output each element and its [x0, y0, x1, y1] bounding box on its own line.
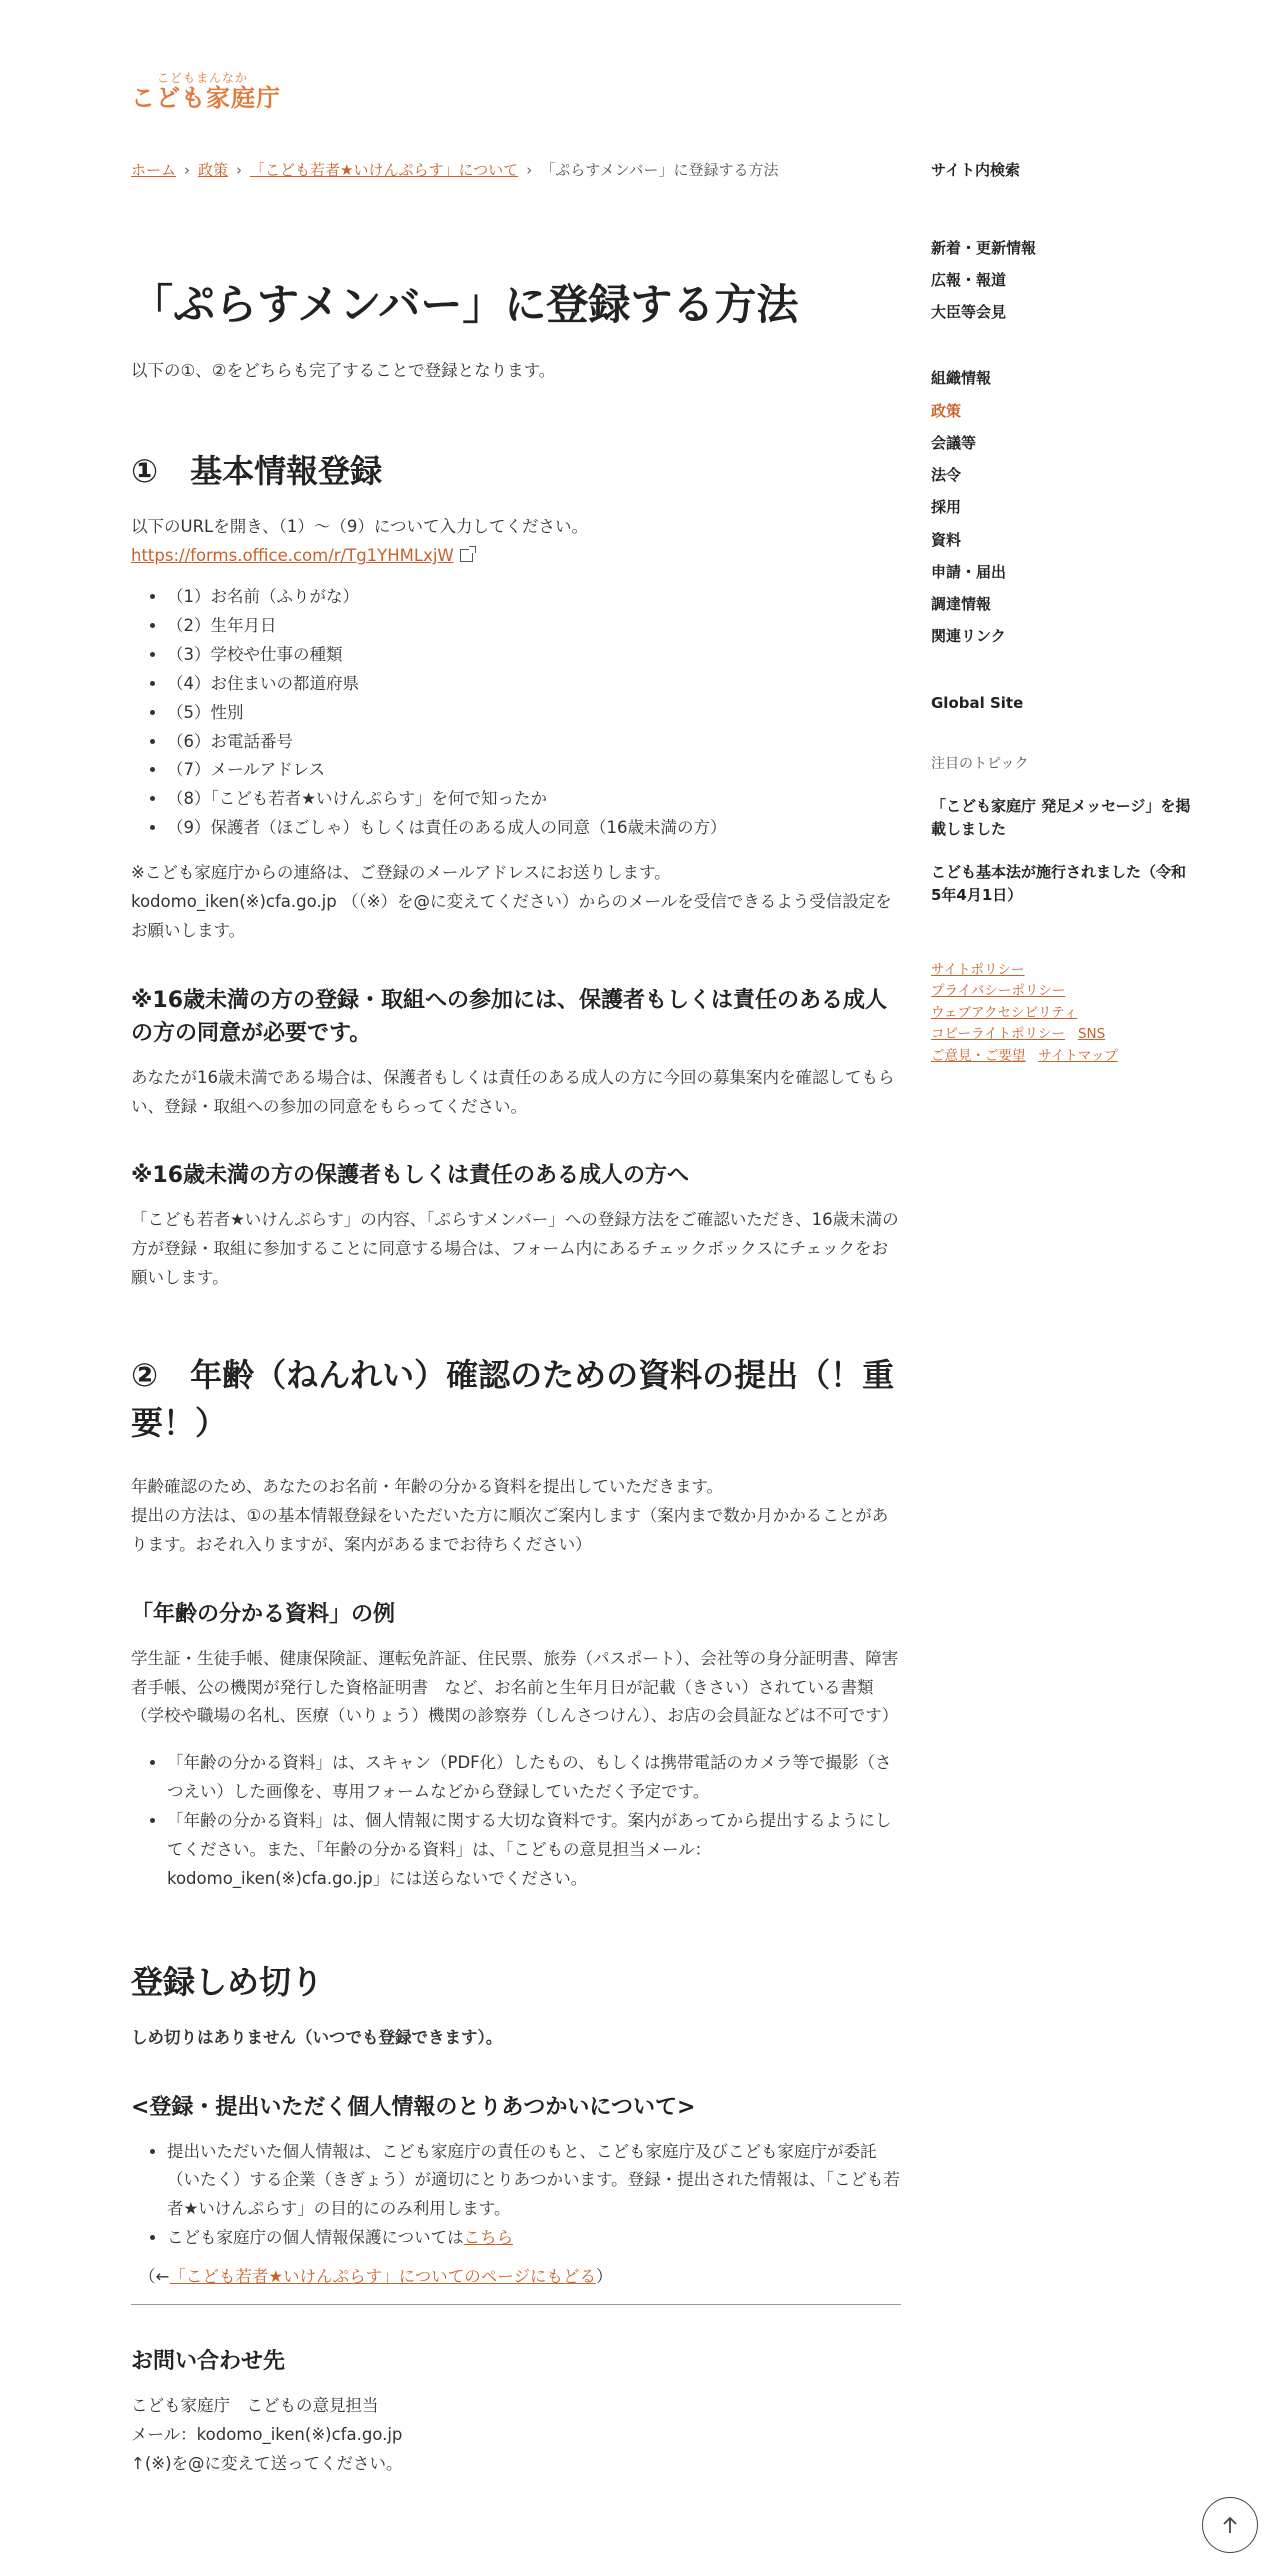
privacy-heading: <登録・提出いただく個人情報のとりあつかいについて>	[131, 2094, 696, 2120]
breadcrumb-policy-link[interactable]: 政策	[198, 161, 229, 179]
sidebar-item-procurement[interactable]: 調達情報	[931, 595, 992, 613]
breadcrumb-current: 「ぷらすメンバー」に登録する方法	[540, 161, 779, 179]
registration-fields-list	[131, 583, 901, 843]
sidebar-item-press[interactable]: 広報・報道	[931, 270, 1007, 289]
back-link-suffix: ）	[595, 2267, 613, 2287]
sidebar-item-laws[interactable]: 法令	[931, 466, 962, 484]
age-documents-excluded: （学校や職場の名札、医療（いりょう）機関の診察券（しんさつけん）、お店の会員証などは不可です）	[131, 1706, 899, 1726]
contact-line3: ↑(※)を@に変えて送ってください。	[131, 2453, 403, 2473]
sidebar-group-main	[931, 362, 1191, 652]
sidebar-group-global	[931, 687, 1191, 719]
contact-heading: お問い合わせ先	[131, 2348, 286, 2374]
age-documents-heading: 「年齢の分かる資料」の例	[131, 1601, 396, 1627]
breadcrumb	[131, 158, 901, 188]
list-item: • （1）お名前（ふりがな）	[167, 583, 901, 612]
page-title: 「ぷらすメンバー」に登録する方法	[131, 280, 799, 329]
list-item: • （5）性別	[167, 699, 901, 728]
page-intro: 以下の①、②をどちらも完了することで登録となります。	[131, 360, 556, 380]
sidebar-item-applications[interactable]: 申請・届出	[931, 562, 1007, 581]
section2-heading: ② 年齢（ねんれい）確認のための資料の提出（！重要！）	[131, 1356, 895, 1443]
sitemap-link[interactable]: サイトマップ	[1038, 1047, 1118, 1064]
age-documents-notes	[131, 1749, 901, 1893]
under16-heading: ※16歳未満の方の登録・取組への参加には、保護者もしくは責任のある成人の方の同意が必要です。	[131, 987, 888, 1046]
feedback-link[interactable]: ご意見・ご要望	[931, 1047, 1026, 1064]
list-item: • （8）「こども若者★いけんぷらす」を何で知ったか	[167, 785, 901, 814]
guardian-text: 「こども若者★いけんぷらす」の内容、「ぷらすメンバー」への登録方法をご確認いただき、16歳未満の方が登録・取組に参加することに同意する場合は、フォーム内にあるチェックボックスにチェックをお願いします。	[131, 1210, 899, 1288]
main-content	[131, 158, 901, 2479]
sidebar-item-global-site[interactable]: Global Site	[931, 693, 1024, 712]
copyright-policy-link[interactable]: コピーライトポリシー	[931, 1026, 1066, 1043]
list-item: • （4）お住まいの都道府県	[167, 670, 901, 699]
sidebar-item-related-links[interactable]: 関連リンク	[931, 627, 1006, 646]
divider	[131, 2304, 901, 2305]
contact-note-line1: ※こども家庭庁からの連絡は、ご登録のメールアドレスにお送りします。	[131, 863, 671, 883]
deadline-heading: 登録しめ切り	[131, 1962, 324, 2001]
topic-link[interactable]: 「こども家庭庁 発足メッセージ」を掲載しました	[931, 796, 1191, 838]
breadcrumb-separator: ›	[526, 161, 533, 179]
site-logo[interactable]	[131, 72, 281, 113]
back-to-top-button[interactable]	[1202, 2497, 1258, 2553]
back-link-line	[131, 2263, 901, 2292]
list-item: • （7）メールアドレス	[167, 756, 901, 785]
sidebar	[931, 158, 1191, 1068]
accessibility-link[interactable]: ウェブアクセシビリティ	[931, 1004, 1078, 1021]
site-policy-link[interactable]: サイトポリシー	[931, 961, 1025, 978]
list-item: • 提出いただいた個人情報は、こども家庭庁の責任のもと、こども家庭庁及びこども家庭庁が委託（いたく）する企業（きぎょう）が適切にとりあつかいます。登録・提出された情報は、「こども若者★いけんぷらす」の目的にのみ利用します。	[167, 2138, 901, 2225]
list-item: • （2）生年月日	[167, 612, 901, 641]
sidebar-item-minister-press[interactable]: 大臣等会見	[931, 303, 1007, 321]
under16-text: あなたが16歳未満である場合は、保護者もしくは責任のある成人の方に今回の募集案内を確認してもらい、登録・取組への参加の同意をもらってください。	[131, 1067, 895, 1116]
privacy-protection-text: こども家庭庁の個人情報保護については	[167, 2228, 464, 2248]
section2-text-line1: 年齢確認のため、あなたのお名前・年齢の分かる資料を提出していただきます。	[131, 1477, 724, 1497]
sidebar-group-news	[931, 232, 1191, 329]
logo-ruby-text: こどもまんなか	[157, 71, 249, 85]
list-item: • （3）学校や仕事の種類	[167, 641, 901, 670]
topic-link[interactable]: こども基本法が施行されました（令和5年4月1日）	[931, 863, 1187, 905]
breadcrumb-parent-link[interactable]: 「こども若者★いけんぷらす」について	[250, 161, 519, 179]
footer-links	[931, 960, 1191, 1068]
sns-link[interactable]: SNS	[1077, 1026, 1106, 1043]
sidebar-item-organization[interactable]: 組織情報	[931, 369, 992, 388]
sidebar-item-news[interactable]: 新着・更新情報	[931, 238, 1037, 257]
sidebar-item-recruitment[interactable]: 採用	[931, 498, 962, 517]
contact-line2: メール：kodomo_iken(※)cfa.go.jp	[131, 2424, 403, 2444]
topics-heading: 注目のトピック	[931, 755, 1029, 772]
sidebar-item-meetings[interactable]: 会議等	[931, 433, 977, 452]
contact-note-line2: kodomo_iken(※)cfa.go.jp （（※）を@に変えてください）からのメールを受信できるよう受信設定をお願いします。	[131, 891, 892, 940]
list-item: • 「年齢の分かる資料」は、スキャン（PDF化）したもの、もしくは携帯電話のカメラ等で撮影（さつえい）した画像を、専用フォームなどから登録していただく予定です。	[167, 1749, 901, 1807]
privacy-protection-link[interactable]: こちら	[463, 2228, 514, 2248]
privacy-list	[131, 2138, 901, 2254]
contact-line1: こども家庭庁 こどもの意見担当	[131, 2395, 379, 2415]
list-item: • （6）お電話番号	[167, 728, 901, 757]
external-link-icon	[460, 549, 473, 562]
back-to-parent-link[interactable]: 「こども若者★いけんぷらす」についてのページにもどる	[169, 2267, 596, 2287]
list-item: • （9）保護者（ほごしゃ）もしくは責任のある成人の同意（16歳未満の方）	[167, 814, 901, 843]
breadcrumb-home-link[interactable]: ホーム	[131, 161, 177, 179]
deadline-text: しめ切りはありません（いつでも登録できます）。	[131, 2027, 503, 2047]
back-link-prefix: （←	[139, 2267, 170, 2287]
breadcrumb-separator: ›	[184, 161, 191, 179]
guardian-heading: ※16歳未満の方の保護者もしくは責任のある成人の方へ	[131, 1163, 690, 1189]
privacy-policy-link[interactable]: プライバシーポリシー	[931, 983, 1066, 1000]
breadcrumb-separator: ›	[236, 161, 243, 179]
registration-form-link[interactable]: https://forms.office.com/r/Tg1YHMLxjW	[131, 546, 454, 566]
sidebar-item-policy[interactable]: 政策	[931, 401, 962, 420]
section1-heading: ① 基本情報登録	[131, 452, 383, 491]
section2-text-line2: 提出の方法は、①の基本情報登録をいただいた方に順次ご案内します（案内まで数か月かかることがあります。おそれ入りますが、案内があるまでお待ちください）	[131, 1505, 889, 1554]
sidebar-item-documents[interactable]: 資料	[931, 530, 962, 549]
arrow-up-icon	[1221, 2515, 1239, 2535]
list-item	[167, 2224, 901, 2253]
list-item: • 「年齢の分かる資料」は、個人情報に関する大切な資料です。案内があってから提出するようにしてください。また、「年齢の分かる資料」は、「こどもの意見担当メール：kodomo_iken(※)cfa.go.jp」には送らないでください。	[167, 1807, 901, 1894]
site-search-link[interactable]: サイト内検索	[931, 161, 1020, 179]
age-documents-list: 学生証・生徒手帳、健康保険証、運転免許証、住民票、旅券（パスポート）、会社等の身分証明書、障害者手帳、公の機関が発行した資格証明書 など、お名前と生年月日が記載（きさい）されている書類	[131, 1648, 899, 1697]
logo-name: こども家庭庁	[131, 84, 281, 112]
section1-lead: 以下のURLを開き、（1）～（9）について入力してください。	[131, 517, 588, 537]
